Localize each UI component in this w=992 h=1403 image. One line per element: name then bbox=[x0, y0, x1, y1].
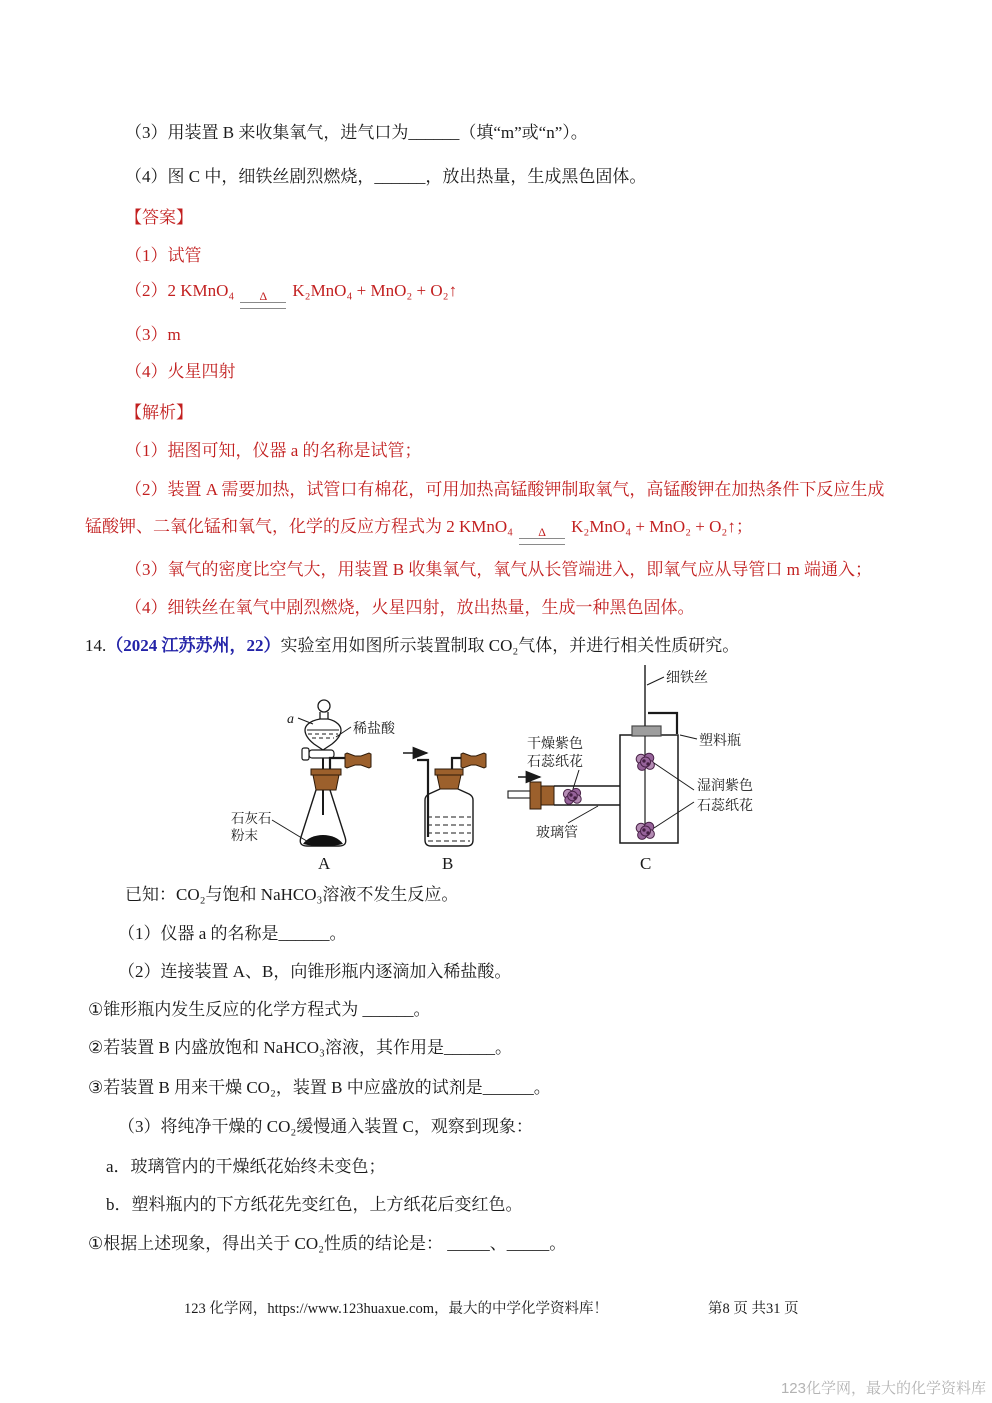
analysis-item-2-line2 bbox=[85, 516, 753, 545]
wet-flower-label-1: 湿润紫色 bbox=[697, 779, 753, 794]
question-line-q3: （3）用装置 B 来收集氧气，进气口为______（填“m”或“n”）。 bbox=[125, 123, 588, 142]
dilute-hcl-label: 稀盐酸 bbox=[353, 722, 395, 737]
glass-tube-stopper bbox=[530, 782, 541, 809]
analysis-item-3: （3）氧气的密度比空气大，用装置 B 收集氧气，氧气从长管端进入，即氧气应从导管口 m 端通入； bbox=[125, 560, 873, 579]
answer-item-4: （4）火星四射 bbox=[125, 362, 236, 381]
stopcock bbox=[309, 750, 334, 758]
analysis-item-4: （4）细铁丝在氧气中剧烈燃烧，火星四射，放出热量，生成一种黑色固体。 bbox=[125, 598, 695, 617]
answer-item-3: （3）m bbox=[125, 325, 181, 344]
question14-q1: （1）仪器 a 的名称是______。 bbox=[118, 924, 347, 943]
question14-q3: （3）将纯净干燥的 CO₂缓慢通入装置 C，观察到现象： bbox=[118, 1117, 533, 1136]
rubber-connector-a bbox=[345, 753, 371, 768]
question14-source: （2024 江苏苏州，22） bbox=[106, 636, 281, 655]
known-condition-line: 已知：CO₂与饱和 NaHCO₃溶液不发生反应。 bbox=[125, 885, 459, 904]
reaction-condition-mark bbox=[519, 527, 565, 545]
question-line-q4: （4）图 C 中，细铁丝剧烈燃烧，______，放出热量，生成黑色固体。 bbox=[125, 167, 647, 186]
delta-heat-symbol: Δ bbox=[259, 289, 268, 303]
question14-stem-line bbox=[85, 635, 739, 657]
analysis-item-2-line1: （2）装置 A 需要加热，试管口有棉花，可用加热高锰酸钾制取氧气，高锰酸钾在加热条件下反应生成 bbox=[125, 480, 885, 499]
gas-washing-bottle bbox=[425, 789, 473, 846]
question14-number: 14. bbox=[85, 636, 107, 655]
analysis-equation-rhs: K₂MnO₄ + MnO₂ + O₂↑； bbox=[571, 517, 753, 536]
separating-funnel-bulb bbox=[305, 719, 341, 750]
inlet-pipe-c bbox=[508, 791, 532, 798]
question14-stem: 实验室用如图所示装置制取 CO₂气体，并进行相关性质研究。 bbox=[280, 636, 740, 655]
watermark-text: 123化学网，最大的化学资料库 bbox=[780, 1380, 986, 1397]
double-line-yields bbox=[240, 302, 286, 309]
delta-heat-symbol: Δ bbox=[538, 525, 546, 539]
plastic-bottle-label: 塑料瓶 bbox=[699, 734, 741, 749]
footer-site-info: 123 化学网，https://www.123huaxue.com，最大的中学化学资料库！ bbox=[184, 1301, 608, 1317]
analysis-header: 【解析】 bbox=[125, 403, 193, 422]
funnel-stopper-ball bbox=[318, 700, 330, 712]
apparatus-a-letter: A bbox=[318, 854, 331, 873]
bottle-cap bbox=[632, 726, 661, 736]
apparatus-diagram bbox=[190, 663, 790, 880]
dry-litmus-flower bbox=[563, 788, 581, 804]
liquid-in-bottle-b bbox=[427, 817, 471, 841]
apparatus-b-letter: B bbox=[442, 854, 454, 873]
apparatus-c-letter: C bbox=[640, 854, 652, 873]
dry-flower-label-2: 石蕊纸花 bbox=[527, 755, 583, 770]
footer-page-number: 第8 页 共31 页 bbox=[708, 1301, 799, 1317]
question14-q2: （2）连接装置 A、B，向锥形瓶内逐滴加入稀盐酸。 bbox=[118, 962, 512, 981]
question14-q3-sub1: ①根据上述现象，得出关于 CO₂性质的结论是： _____、_____。 bbox=[88, 1234, 567, 1253]
dry-flower-label-1: 干燥紫色 bbox=[527, 737, 583, 752]
apparatus-b-wash-bottle bbox=[417, 753, 486, 873]
wet-litmus-flower-upper bbox=[636, 753, 654, 770]
answer-equation-lhs: （2）2 KMnO₄ bbox=[125, 281, 235, 300]
wet-litmus-flower-lower bbox=[636, 822, 654, 839]
flask-stopper bbox=[311, 769, 341, 775]
reaction-condition-mark bbox=[240, 291, 286, 309]
analysis-item-1: （1）据图可知，仪器 a 的名称是试管； bbox=[125, 441, 422, 460]
answer-item-1: （1）试管 bbox=[125, 246, 202, 265]
apparatus-a-generator bbox=[231, 700, 396, 873]
question14-q2-sub2: ②若装置 B 内盛放饱和 NaHCO₃溶液，其作用是______。 bbox=[88, 1038, 512, 1057]
observation-a: a．玻璃管内的干燥纸花始终未变色； bbox=[106, 1157, 386, 1176]
apparatus-c-assembly bbox=[508, 665, 753, 873]
question14-q2-sub3: ③若装置 B 用来干燥 CO₂，装置 B 中应盛放的试剂是______。 bbox=[88, 1078, 551, 1097]
funnel-a-label: a bbox=[287, 712, 294, 727]
answer-item-2 bbox=[125, 280, 457, 309]
inlet-tube-b bbox=[417, 760, 428, 837]
analysis-equation-lhs: 锰酸钾、二氧化锰和氧气，化学的反应方程式为 2 KMnO₄ bbox=[85, 517, 514, 536]
answer-header: 【答案】 bbox=[125, 208, 193, 227]
answer-equation-rhs: K₂MnO₄ + MnO₂ + O₂↑ bbox=[292, 281, 458, 300]
bottle-b-stopper bbox=[435, 769, 463, 775]
rubber-connector-b bbox=[461, 753, 486, 768]
glass-tube-label: 玻璃管 bbox=[536, 826, 578, 841]
limestone-label-2: 粉末 bbox=[231, 828, 258, 843]
iron-wire-label: 细铁丝 bbox=[666, 671, 708, 686]
wet-flower-label-2: 石蕊纸花 bbox=[697, 799, 753, 814]
limestone-powder bbox=[303, 835, 343, 846]
observation-b: b．塑料瓶内的下方纸花先变红色，上方纸花后变红色。 bbox=[106, 1195, 523, 1214]
double-line-yields bbox=[519, 538, 565, 545]
question14-q2-sub1: ①锥形瓶内发生反应的化学方程式为 ______。 bbox=[88, 1000, 431, 1019]
limestone-label-1: 石灰石 bbox=[231, 811, 272, 826]
